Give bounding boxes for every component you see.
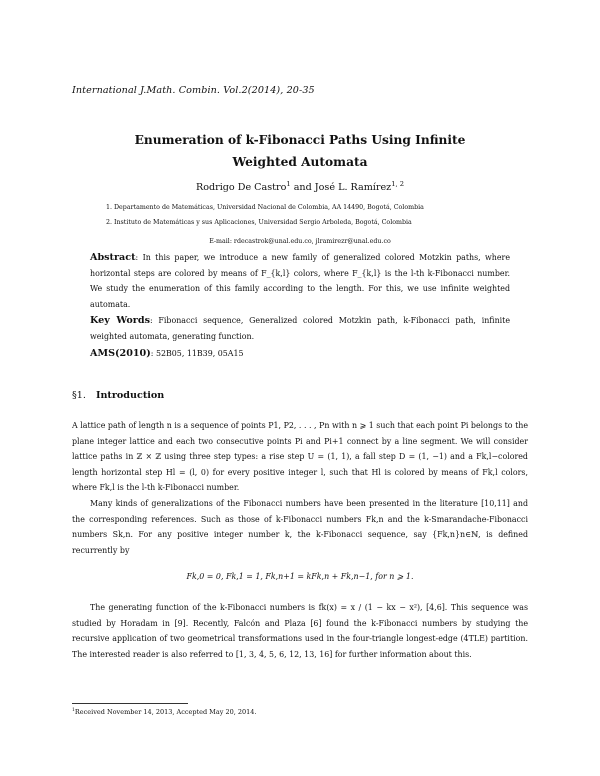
key-words-label: Key Words	[90, 315, 150, 326]
section-heading	[72, 390, 164, 401]
ams-classification	[90, 346, 510, 362]
key-words	[90, 313, 510, 344]
journal-header: International J.Math. Combin. Vol.2(2014), 20-35	[72, 85, 315, 96]
author-1-sup: 1	[286, 180, 291, 188]
footnote-text: Received November 14, 2013, Accepted May 20, 2014.	[74, 708, 257, 717]
affiliation-1: 1. Departamento de Matemáticas, Universidad Nacional de Colombia, AA 14490, Bogotá, Colombia	[106, 204, 424, 211]
author-1: Rodrigo De Castro	[195, 182, 287, 194]
affiliation-2: 2. Instituto de Matemáticas y sus Aplicaciones, Universidad Sergio Arboleda, Bogotá, Colombia	[106, 219, 412, 226]
section-title: Introduction	[95, 390, 165, 401]
paragraph-1: A lattice path of length n is a sequence of points P1, P2, . . . , Pn with n ⩾ 1 such that each point Pi belongs to the plane integer lattice and each two consecutive points Pi and Pi+1 connect by a line segment. We will consider lattice paths in ℤ × ℤ using three step types: a rise step U = (1, 1), a fall step D = (1, −1) and a Fk,l−colored length horizontal step Hl = (l, 0) for every positive integer l, such that Hl is colored by means of Fk,l colors, where Fk,l is the l-th k-Fibonacci number.	[72, 421, 528, 493]
footnote	[72, 708, 256, 716]
author-2-sup: 1, 2	[391, 180, 405, 188]
author-2: José L. Ramírez	[314, 182, 392, 194]
paragraph-3: The generating function of the k-Fibonacci numbers is fk(x) = x / (1 − kx − x²), [4,6]. This sequence was studied by Horadam in [9]. Recently, Falcón and Plaza [6] found the k-Fibonacci numbers by studying the recursive application of two geometrical transformations used in the four-triangle longest-edge (4TLE) partition. The interested reader is also referred to [1, 3, 4, 5, 6, 12, 13, 16] for further information about this.	[72, 603, 528, 659]
author-connector: and	[290, 182, 315, 194]
footnote-mark: 1	[72, 708, 75, 713]
paper-title-line1: Enumeration of k-Fibonacci Paths Using Infinite	[134, 133, 466, 147]
ams-text: : 52B05, 11B39, 05A15	[150, 349, 244, 358]
email-line: E-mail: rdecastrok@unal.edu.co, jlramirezr@unal.edu.co	[209, 238, 391, 245]
recurrence-equation: Fk,0 = 0, Fk,1 = 1, Fk,n+1 = kFk,n + Fk,n−1, for n ⩾ 1.	[186, 572, 414, 581]
authors	[0, 180, 600, 193]
footnote-rule	[72, 703, 188, 704]
abstract-label: Abstract	[90, 252, 136, 263]
ams-label: AMS(2010)	[90, 348, 151, 359]
section-number: §1.	[72, 390, 86, 401]
abstract	[90, 250, 510, 312]
paragraph-2: Many kinds of generalizations of the Fibonacci numbers have been presented in the literature [10,11] and the corresponding references. Such as those of k-Fibonacci numbers Fk,n and the k-Smarandache-Fibonacci numbers Sk,n. For any positive integer number k, the k-Fibonacci sequence, say {Fk,n}n∈ℕ, is defined recurrently by	[72, 499, 528, 555]
paper-title-line2: Weighted Automata	[232, 155, 368, 169]
abstract-text: : In this paper, we introduce a new family of generalized colored Motzkin paths, where horizontal steps are colored by means of F_{k,l} colors, where F_{k,l} is the l-th k-Fibonacci number. We study the enumeration of this family according to the length. For this, we use infinite weighted automata.	[90, 253, 510, 309]
key-words-text: : Fibonacci sequence, Generalized colored Motzkin path, k-Fibonacci path, infinite weighted automata, generating function.	[90, 316, 511, 341]
